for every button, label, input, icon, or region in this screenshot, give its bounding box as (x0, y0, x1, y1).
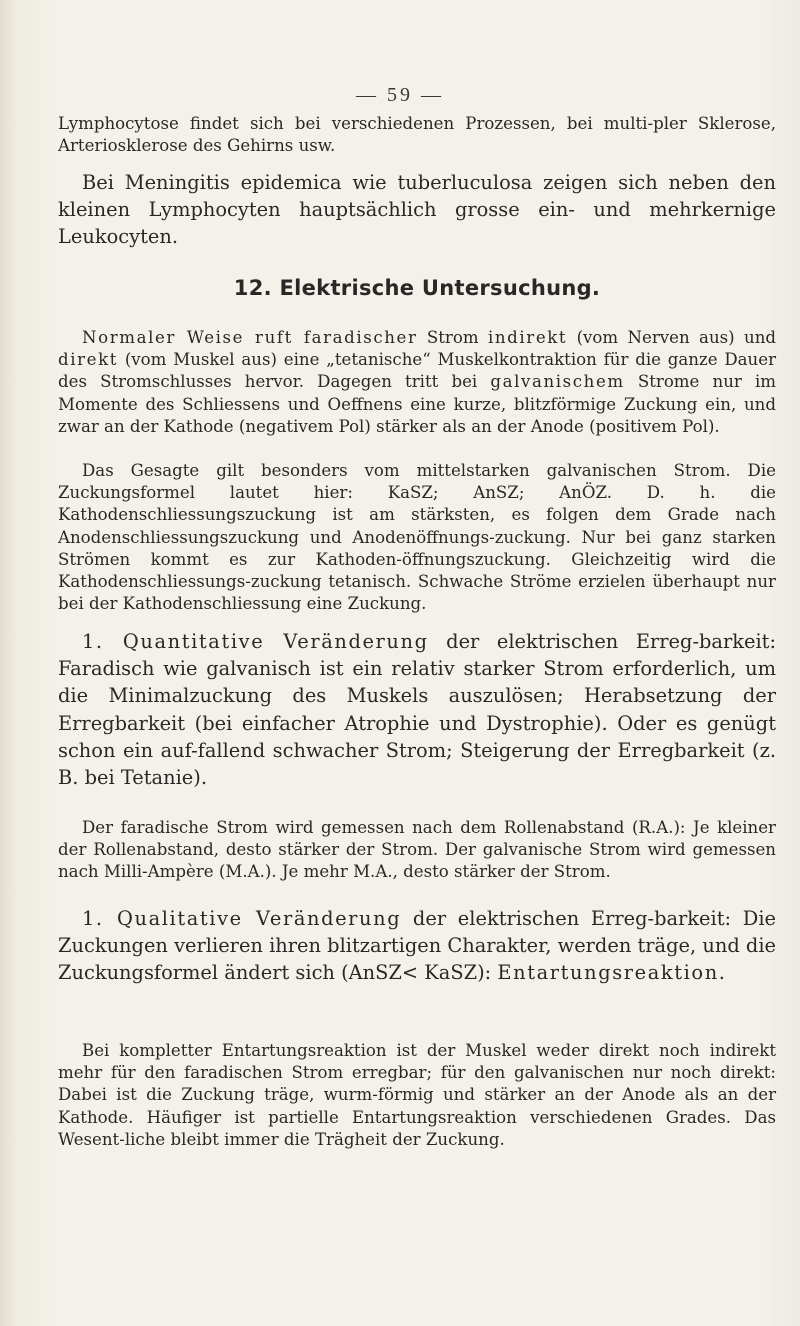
text-run: Strome nur im Momente des Schliessens und Oeffnens eine kurze, blitzförmige Zuckung ein, und zwar an der Kathode (negativem Pol) stärker als an der Anode (positivem Pol). (58, 372, 777, 436)
paragraph-normaler-weise (58, 327, 776, 438)
emphasis-normaler-faradischer: Normaler Weise ruft faradischer (82, 328, 418, 347)
emphasis-quantitative: 1. Quantitative Veränderung (82, 630, 429, 653)
emphasis-qualitative: 1. Qualitative Veränderung (82, 907, 402, 930)
paragraph-quantitative (58, 628, 776, 791)
emphasis-indirekt: indirekt (487, 328, 568, 347)
text-run: Strom (417, 328, 488, 347)
page-number: — 59 — (356, 84, 444, 106)
paragraph-zuckungsformel: Das Gesagte gilt besonders vom mittelstarken galvanischen Strom. Die Zuckungsformel lautet hier: KaSZ; AnSZ; AnÖZ. D. h. die Kathodenschliessungszuckung ist am stärksten, es folgen dem Grade nach Anodenschliessungszuckung und Anodenöffnungs-zuckung. Nur bei ganz starken Strömen kommt es zur Kathoden-öffnungszuckung. Gleichzeitig wird die Kathodenschliessungs-zuckung tetanisch. Schwache Ströme erzielen überhaupt nur bei der Kathodenschliessung eine Zuckung. (58, 461, 776, 614)
paragraph-entartungsreaktion: Bei kompletter Entartungsreaktion ist der Muskel weder direkt noch indirekt mehr für den faradischen Strom erregbar; für den galvanischen nur noch direkt: Dabei ist die Zuckung träge, wurm-förmig und stärker an der Anode als an der Kathode. Häufiger ist partielle Entartungsreaktion verschiedenen Grades. Das Wesent-liche bleibt immer die Trägheit der Zuckung. (58, 1041, 776, 1149)
text-run: (vom Muskel aus) eine „tetanische“ Muskelkontraktion für die ganze Dauer des Stromschlusses hervor. Dagegen tritt bei (58, 350, 776, 392)
paragraph-strommessung: Der faradische Strom wird gemessen nach dem Rollenabstand (R.A.): Je kleiner der Rollenabstand, desto stärker der Strom. Der galvanische Strom wird gemessen nach Milli-Ampère (M.A.). Je mehr M.A., desto stärker der Strom. (58, 818, 776, 882)
text-run: (vom Nerven aus) und (567, 328, 777, 347)
paragraph-lymphocytose: Lymphocytose findet sich bei verschiedenen Prozessen, bei multi-pler Sklerose, Arteriosklerose des Gehirns usw. (58, 114, 776, 156)
text-run: der elektrischen Erreg-barkeit: Die Zuckungen verlieren ihren blitzartigen Charakter, werden träge, und die Zuckungsformel ändert sich (AnSZ< KaSZ): (58, 907, 776, 985)
paragraph-qualitative (58, 905, 776, 987)
text-run: der elektrischen Erreg-barkeit: Faradisch wie galvanisch ist ein relativ starker Strom erforderlich, um die Minimalzuckung des Muskels auszulösen; Herabsetzung der Erregbarkeit (bei einfacher Atrophie und Dystrophie). Oder es genügt schon ein auf-fallend schwacher Strom; Steigerung der Erregbarkeit (z. B. bei Tetanie). (58, 630, 776, 790)
emphasis-galvanischem: galvanischem (490, 372, 625, 392)
emphasis-direkt: direkt (58, 350, 119, 370)
section-heading: 12. Elektrische Untersuchung. (233, 276, 601, 300)
emphasis-entartungsreaktion: Entartungsreaktion. (497, 961, 727, 985)
paragraph-meningitis: Bei Meningitis epidemica wie tuberluculosa zeigen sich neben den kleinen Lymphocyten hauptsächlich grosse ein- und mehrkernige Leukocyten. (58, 171, 776, 249)
